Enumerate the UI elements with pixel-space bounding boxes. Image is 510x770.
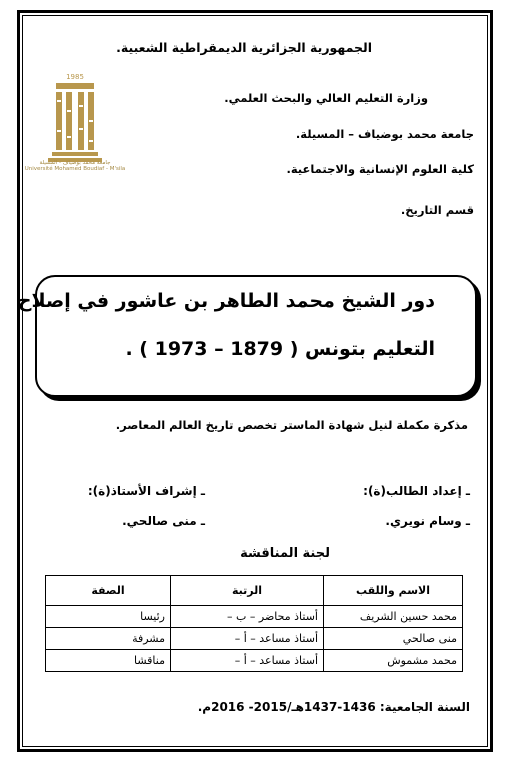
supervisor-label: ـ إشراف الأستاذ(ة):: [87, 484, 205, 498]
republic-name: الجمهورية الجزائرية الديمقراطية الشعبية.: [116, 40, 372, 55]
ministry-name: وزارة التعليم العالي والبحث العلمي.: [224, 91, 428, 105]
column-header-rank: الرتبة: [171, 576, 324, 606]
table-row: [46, 606, 463, 628]
member-rank: أستاذ مساعد – أ –: [171, 650, 324, 672]
logo-caption: [20, 160, 130, 172]
supervisor-name: ـ منى صالحي.: [122, 514, 205, 528]
table-row: [46, 628, 463, 650]
committee-header-row: [46, 576, 463, 606]
member-rank: أستاذ محاضر – ب –: [171, 606, 324, 628]
member-name: محمد حسين الشريف: [324, 606, 463, 628]
logo-caption-ar: جامعة محمد بوضياف - المسيلة: [39, 160, 111, 166]
logo-caption-fr: Université Mohamed Boudiaf - M'sila: [24, 166, 126, 172]
faculty-name: كلية العلوم الإنسانية والاجتماعية.: [286, 162, 474, 176]
thesis-title-line-1: دور الشيخ محمد الطاهر بن عاشور في إصلاح: [17, 290, 435, 312]
logo-year: 1985: [66, 73, 84, 81]
university-logo-icon: [40, 70, 110, 165]
prepared-by-label: ـ إعداد الطالب(ة):: [363, 484, 470, 498]
table-row: [46, 650, 463, 672]
member-name: محمد مشموش: [324, 650, 463, 672]
committee-table: [45, 575, 463, 672]
member-name: منى صالحي: [324, 628, 463, 650]
member-role: مناقشا: [46, 650, 171, 672]
committee-title: لجنة المناقشة: [240, 546, 330, 561]
academic-year: السنة الجامعية: 1436-1437هـ/2015- 2016م.: [197, 700, 470, 714]
thesis-title-line-2: التعليم بتونس ( 1879 – 1973 ) .: [125, 338, 435, 360]
column-header-name: الاسم واللقب: [324, 576, 463, 606]
member-role: مشرفة: [46, 628, 171, 650]
student-name: ـ وسام نويري.: [385, 514, 470, 528]
member-rank: أستاذ مساعد – أ –: [171, 628, 324, 650]
thesis-note: مذكرة مكملة لنيل شهادة الماستر تخصص تاريخ العالم المعاصر.: [115, 418, 468, 432]
university-name: جامعة محمد بوضياف – المسيلة.: [295, 127, 474, 141]
member-role: رئيسا: [46, 606, 171, 628]
department-name: قسم التاريخ.: [400, 203, 474, 217]
column-header-role: الصفة: [46, 576, 171, 606]
